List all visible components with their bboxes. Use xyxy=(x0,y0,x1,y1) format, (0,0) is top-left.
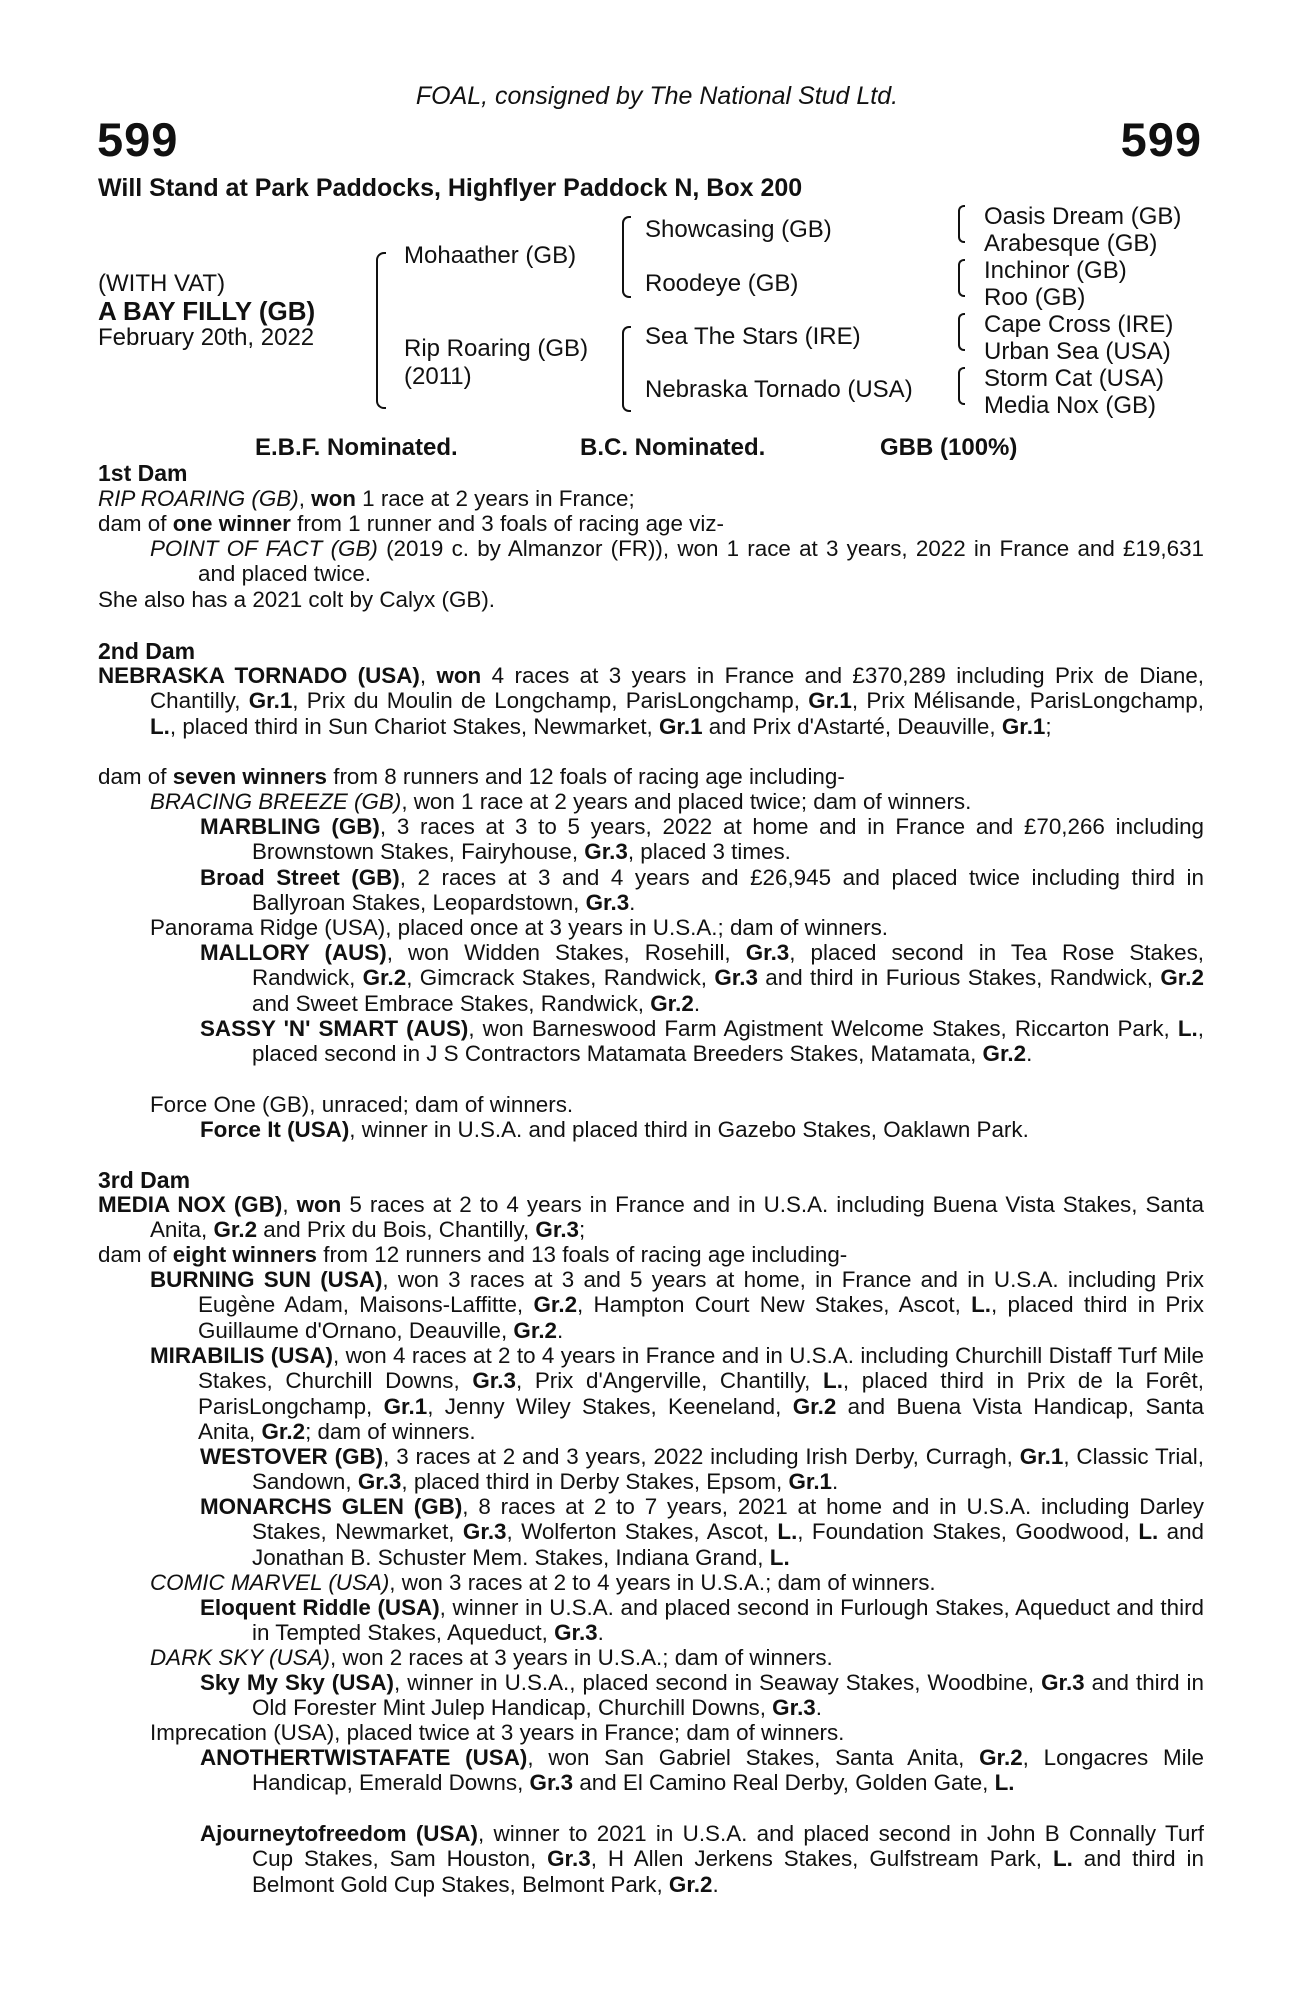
pedigree-brace xyxy=(376,252,386,409)
pedigree-sire: Mohaather (GB) xyxy=(404,242,577,269)
third-dam-entry: MEDIA NOX (GB), won 5 races at 2 to 4 years in France and in U.S.A. including Buena Vista Stakes, Santa Anita, Gr.2 and Prix du Bois, Chantilly, Gr.3; xyxy=(98,1192,1204,1243)
pedigree-g7: Storm Cat (USA) xyxy=(984,365,1165,392)
consignor-line: FOAL, consigned by The National Stud Ltd. xyxy=(415,82,899,110)
produce-dark-sky: DARK SKY (USA), won 2 races at 3 years in U.S.A.; dam of winners. xyxy=(150,1645,833,1670)
produce-imprecation: Imprecation (USA), placed twice at 3 years in France; dam of winners. xyxy=(150,1720,845,1745)
produce-eloquent-riddle: Eloquent Riddle (USA), winner in U.S.A. and placed second in Furlough Stakes, Aqueduct and third in Tempted Stakes, Aqueduct, Gr.3. xyxy=(200,1595,1204,1646)
produce-comic-marvel: COMIC MARVEL (USA), won 3 races at 2 to 4 years in U.S.A.; dam of winners. xyxy=(150,1570,936,1595)
produce-broad-street: Broad Street (GB), 2 races at 3 and 4 years and £26,945 and placed twice including third in Ballyroan Stakes, Leopardstown, Gr.3. xyxy=(200,865,1204,916)
produce-mallory: MALLORY (AUS), won Widden Stakes, Rosehill, Gr.3, placed second in Tea Rose Stakes, Randwick, Gr.2, Gimcrack Stakes, Randwick, Gr.3 and third in Furious Stakes, Randwick, Gr.2 and Sweet Embrace Stakes, Randwick, Gr.2. xyxy=(200,940,1205,1016)
pedigree-g2: Arabesque (GB) xyxy=(984,230,1158,257)
pedigree-g1: Oasis Dream (GB) xyxy=(984,203,1182,230)
pedigree-dam-dam: Nebraska Tornado (USA) xyxy=(645,376,913,403)
pedigree-g4: Roo (GB) xyxy=(984,284,1086,311)
pedigree-g6: Urban Sea (USA) xyxy=(984,338,1171,365)
second-dam-produce: dam of seven winners from 8 runners and 12 foals of racing age including- xyxy=(98,764,845,789)
produce-burning-sun: BURNING SUN (USA), won 3 races at 3 and 5 years at home, in France and in U.S.A. including Prix Eugène Adam, Maisons-Laffitte, Gr.2, Hampton Court New Stakes, Ascot, L., placed third in Prix Guillaume d'Ornano, Deauville, Gr.2. xyxy=(150,1267,1205,1343)
foaling-date: February 20th, 2022 xyxy=(98,324,315,351)
produce-point-of-fact: POINT OF FACT (GB) (2019 c. by Almanzor (FR)), won 1 race at 3 years, 2022 in France and £19,631 and placed twice. xyxy=(150,536,1204,587)
g-brace-2 xyxy=(958,259,965,297)
dam-brace xyxy=(622,326,631,412)
second-dam-heading: 2nd Dam xyxy=(98,638,196,664)
g-brace-3 xyxy=(958,313,965,351)
third-dam-produce: dam of eight winners from 12 runners and 13 foals of racing age including- xyxy=(98,1242,848,1267)
produce-ajourneytofreedom: Ajourneytofreedom (USA), winner to 2021 in U.S.A. and placed second in John B Connally Turf Cup Stakes, Sam Houston, Gr.3, H Allen Jerkens Stakes, Gulfstream Park, L. and third in Belmont Gold Cup Stakes, Belmont Park, Gr.2. xyxy=(200,1821,1205,1897)
lot-number-left: 599 xyxy=(97,113,179,166)
third-dam-heading: 3rd Dam xyxy=(98,1167,191,1193)
second-dam-entry: NEBRASKA TORNADO (USA), won 4 races at 3 years in France and £370,289 including Prix de Diane, Chantilly, Gr.1, Prix du Moulin de Longchamp, ParisLongchamp, Gr.1, Prix Mélisande, ParisLongchamp, L., placed third in Sun Chariot Stakes, Newmarket, Gr.1 and Prix d'Astarté, Deauville, Gr.1; xyxy=(98,663,1204,739)
pedigree-sire-sire: Showcasing (GB) xyxy=(645,216,832,243)
lot-number-right: 599 xyxy=(1120,113,1202,166)
lot-title: A BAY FILLY (GB) xyxy=(98,296,316,326)
g-brace-1 xyxy=(958,205,965,243)
produce-monarchs-glen: MONARCHS GLEN (GB), 8 races at 2 to 7 years, 2021 at home and in U.S.A. including Darley Stakes, Newmarket, Gr.3, Wolferton Stakes, Ascot, L., Foundation Stakes, Goodwood, L. and Jonathan B. Schuster Mem. Stakes, Indiana Grand, L. xyxy=(200,1494,1205,1570)
g-brace-4 xyxy=(958,367,965,405)
produce-2021-colt: She also has a 2021 colt by Calyx (GB). xyxy=(98,587,496,612)
pedigree-g8: Media Nox (GB) xyxy=(984,392,1157,419)
produce-bracing-breeze: BRACING BREEZE (GB), won 1 race at 2 years and placed twice; dam of winners. xyxy=(150,789,972,814)
pedigree-g5: Cape Cross (IRE) xyxy=(984,311,1174,338)
pedigree-sire-dam: Roodeye (GB) xyxy=(645,270,799,297)
pedigree-dam-sire: Sea The Stars (IRE) xyxy=(645,323,861,350)
produce-force-one: Force One (GB), unraced; dam of winners. xyxy=(150,1092,574,1117)
pedigree-dam-year: (2011) xyxy=(404,363,472,390)
vat-note: (WITH VAT) xyxy=(98,270,226,297)
produce-sassy-n-smart: SASSY 'N' SMART (AUS), won Barneswood Farm Agistment Welcome Stakes, Riccarton Park, L., placed second in J S Contractors Matamata Breeders Stakes, Matamata, Gr.2. xyxy=(200,1016,1204,1067)
bc-nomination: B.C. Nominated. xyxy=(580,434,766,461)
ebf-nomination: E.B.F. Nominated. xyxy=(255,434,458,461)
pedigree-g3: Inchinor (GB) xyxy=(984,257,1127,284)
gbb-rating: GBB (100%) xyxy=(880,434,1018,461)
first-dam-produce: dam of one winner from 1 runner and 3 foals of racing age viz- xyxy=(98,511,724,536)
produce-marbling: MARBLING (GB), 3 races at 3 to 5 years, 2022 at home and in France and £70,266 including Brownstown Stakes, Fairyhouse, Gr.3, placed 3 times. xyxy=(200,814,1204,865)
stabling-location: Will Stand at Park Paddocks, Highflyer Paddock N, Box 200 xyxy=(98,174,803,202)
produce-anothertwistafate: ANOTHERTWISTAFATE (USA), won San Gabriel Stakes, Santa Anita, Gr.2, Longacres Mile Handicap, Emerald Downs, Gr.3 and El Camino Real Derby, Golden Gate, L. xyxy=(200,1745,1204,1796)
first-dam-heading: 1st Dam xyxy=(98,460,188,486)
produce-force-it: Force It (USA), winner in U.S.A. and placed third in Gazebo Stakes, Oaklawn Park. xyxy=(200,1117,1029,1142)
produce-panorama-ridge: Panorama Ridge (USA), placed once at 3 years in U.S.A.; dam of winners. xyxy=(150,915,888,940)
first-dam-entry: RIP ROARING (GB), won 1 race at 2 years in France; xyxy=(98,486,635,511)
sire-brace xyxy=(622,216,631,298)
pedigree-dam: Rip Roaring (GB) xyxy=(404,335,589,362)
produce-sky-my-sky: Sky My Sky (USA), winner in U.S.A., placed second in Seaway Stakes, Woodbine, Gr.3 and third in Old Forester Mint Julep Handicap, Churchill Downs, Gr.3. xyxy=(200,1670,1204,1721)
produce-mirabilis: MIRABILIS (USA), won 4 races at 2 to 4 years in France and in U.S.A. including Churchill Distaff Turf Mile Stakes, Churchill Downs, Gr.3, Prix d'Angerville, Chantilly, L., placed third in Prix de la Forêt, ParisLongchamp, Gr.1, Jenny Wiley Stakes, Keeneland, Gr.2 and Buena Vista Handicap, Santa Anita, Gr.2; dam of winners. xyxy=(150,1343,1204,1445)
produce-westover: WESTOVER (GB), 3 races at 2 and 3 years, 2022 including Irish Derby, Curragh, Gr.1, Classic Trial, Sandown, Gr.3, placed third in Derby Stakes, Epsom, Gr.1. xyxy=(200,1444,1204,1495)
